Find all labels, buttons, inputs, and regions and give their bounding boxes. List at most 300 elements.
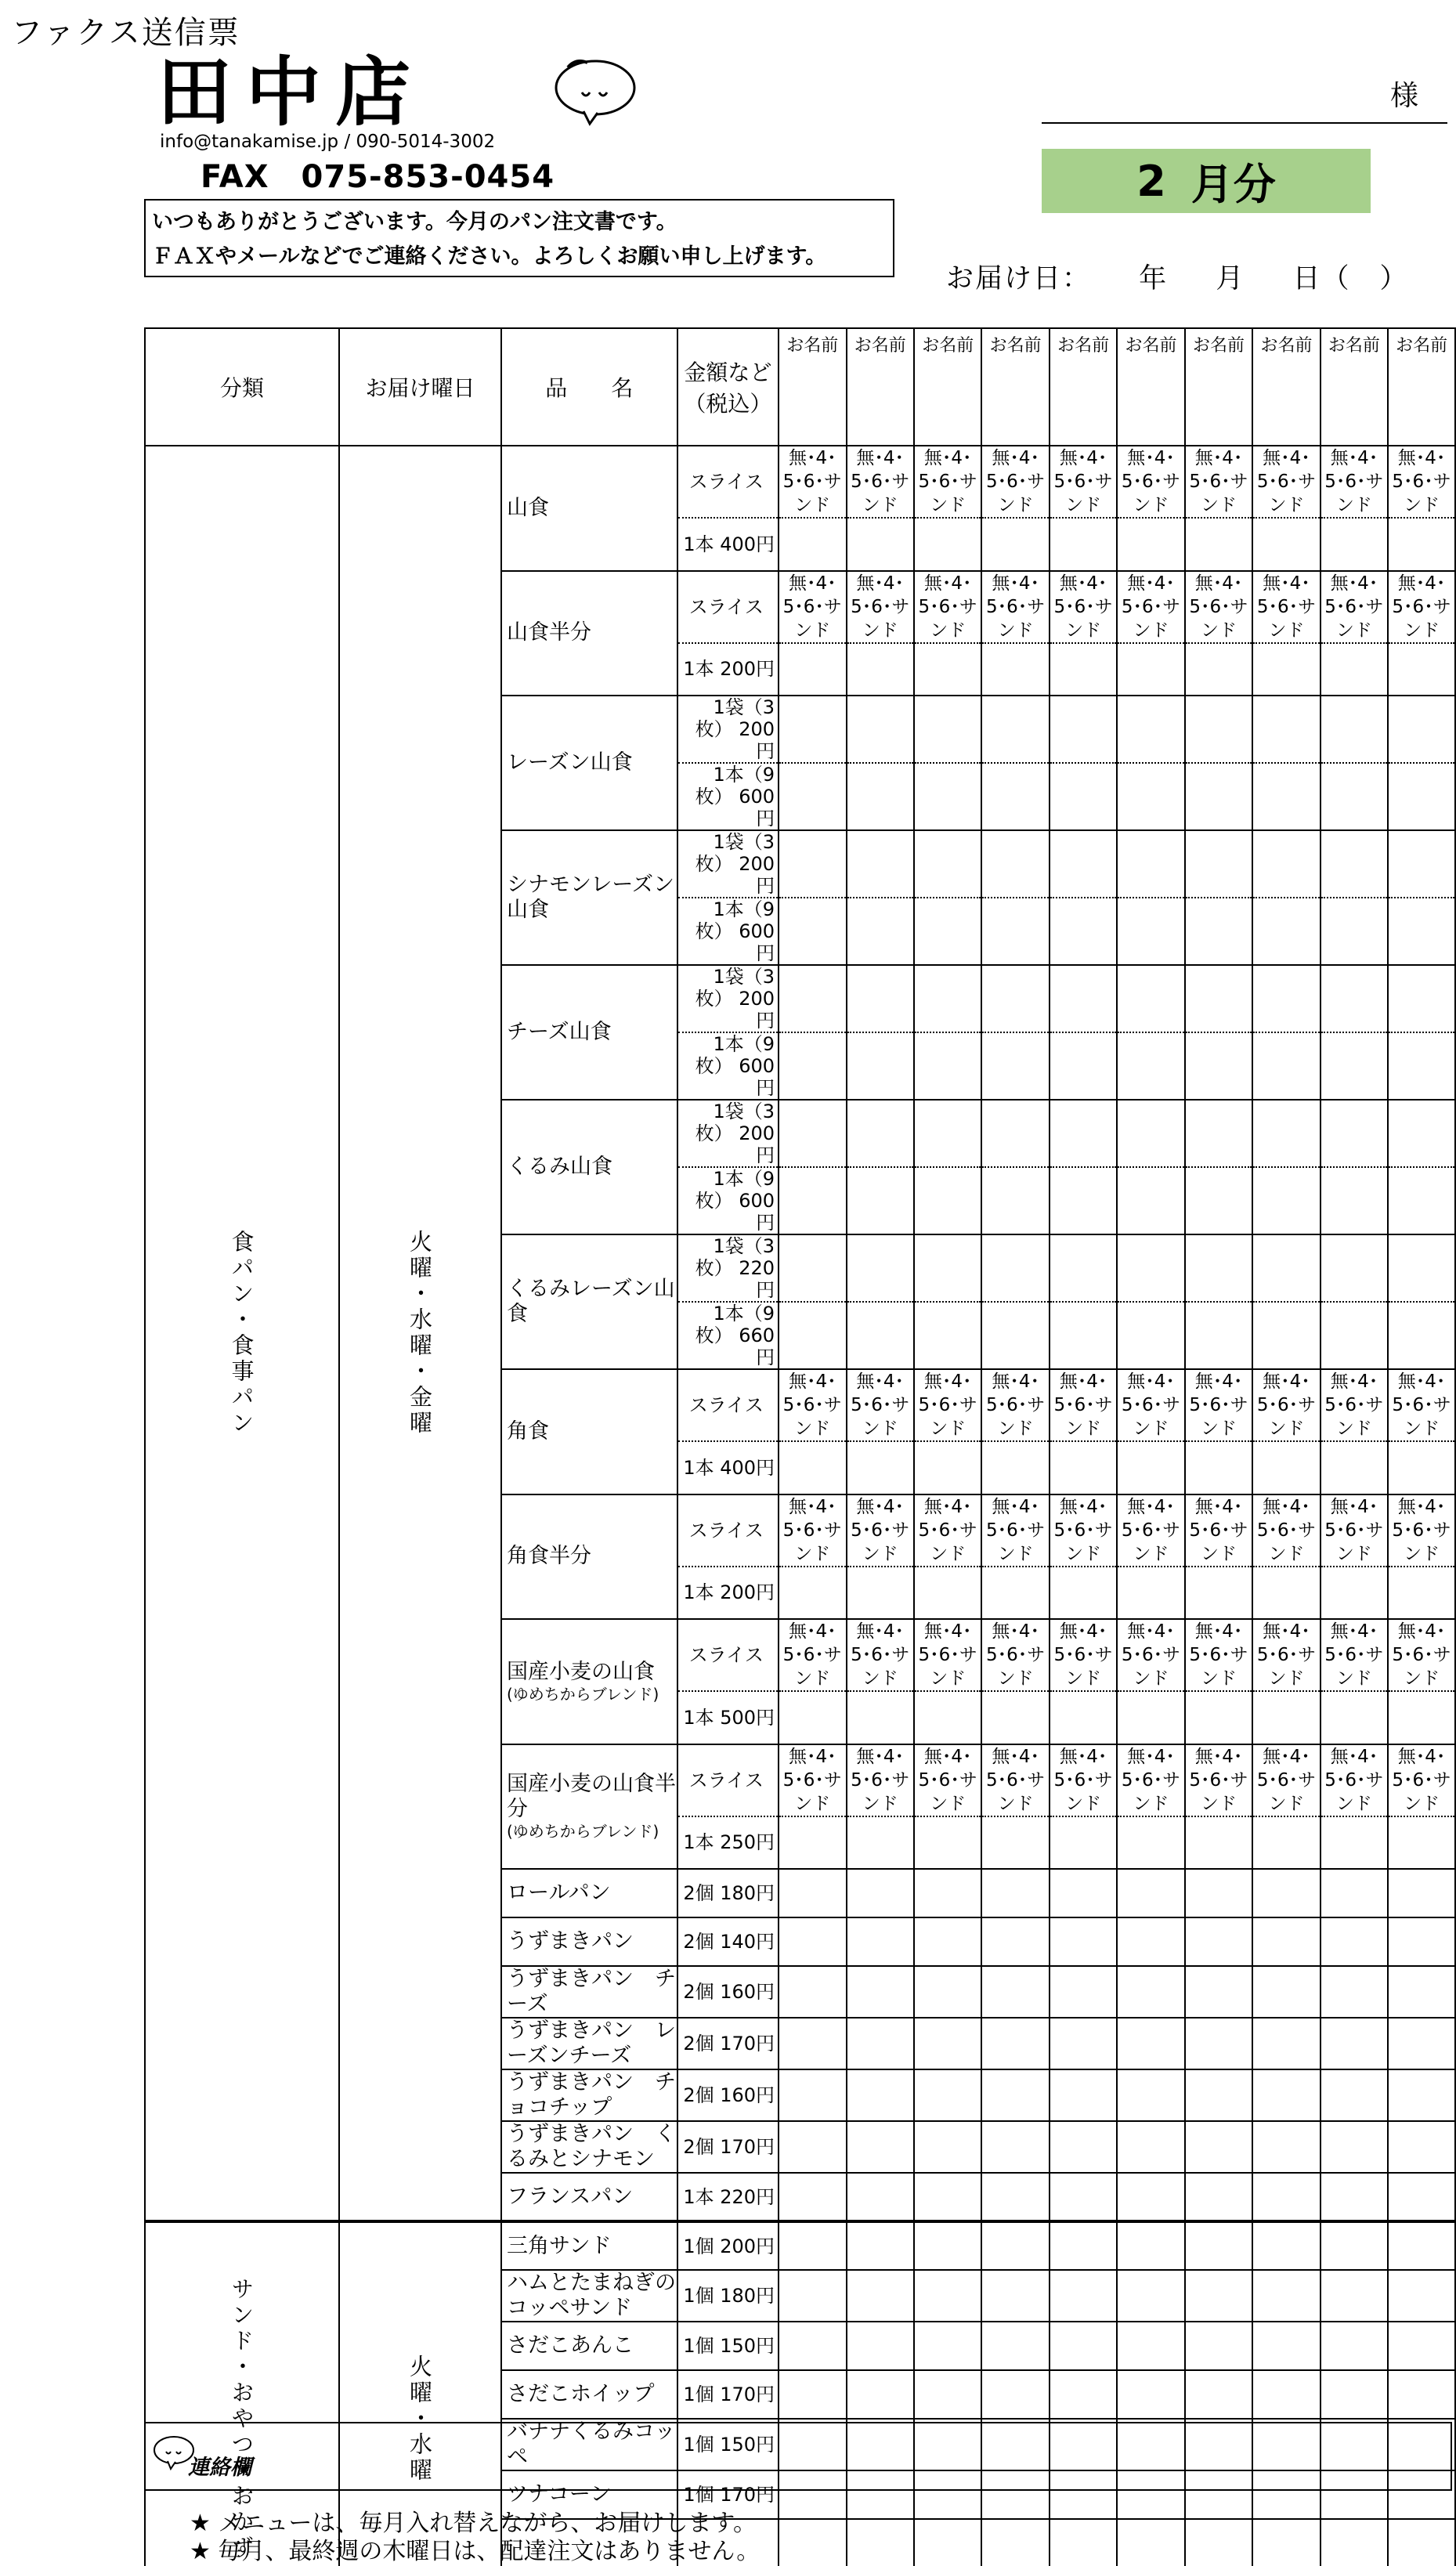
slice-option-cell[interactable]: 無･4･5･6･サンド (914, 1619, 981, 1691)
slice-option-cell[interactable]: 無･4･5･6･サンド (1117, 446, 1184, 518)
order-quantity-cell[interactable] (981, 1917, 1049, 1966)
order-quantity-cell[interactable] (847, 2121, 914, 2173)
order-quantity-cell[interactable] (914, 1234, 981, 1302)
order-quantity-cell[interactable] (1117, 1691, 1184, 1744)
order-quantity-cell[interactable] (1388, 763, 1455, 830)
order-quantity-cell[interactable] (1185, 1816, 1252, 1870)
order-quantity-cell[interactable] (1388, 1441, 1455, 1494)
order-quantity-cell[interactable] (1252, 763, 1320, 830)
order-quantity-cell[interactable] (1185, 763, 1252, 830)
order-quantity-cell[interactable] (1050, 2173, 1117, 2221)
slice-option-cell[interactable]: 無･4･5･6･サンド (1117, 1494, 1184, 1567)
order-quantity-cell[interactable] (914, 1441, 981, 1494)
order-quantity-cell[interactable] (1117, 2173, 1184, 2221)
order-quantity-cell[interactable] (847, 1869, 914, 1917)
order-quantity-cell[interactable] (1321, 1869, 1388, 1917)
order-quantity-cell[interactable] (914, 518, 981, 571)
order-quantity-cell[interactable] (1117, 1234, 1184, 1302)
order-quantity-cell[interactable] (914, 1167, 981, 1234)
order-quantity-cell[interactable] (981, 2018, 1049, 2069)
slice-option-cell[interactable]: 無･4･5･6･サンド (914, 446, 981, 518)
slice-option-cell[interactable]: 無･4･5･6･サンド (1252, 1619, 1320, 1691)
memo-box[interactable] (144, 2422, 1452, 2491)
order-quantity-cell[interactable] (1252, 2519, 1320, 2566)
order-quantity-cell[interactable] (1321, 2370, 1388, 2419)
slice-option-cell[interactable]: 無･4･5･6･サンド (1185, 571, 1252, 643)
order-quantity-cell[interactable] (847, 2018, 914, 2069)
order-quantity-cell[interactable] (847, 518, 914, 571)
order-quantity-cell[interactable] (914, 2018, 981, 2069)
order-quantity-cell[interactable] (779, 696, 846, 763)
order-quantity-cell[interactable] (1185, 1966, 1252, 2018)
order-quantity-cell[interactable] (981, 1100, 1049, 1167)
order-quantity-cell[interactable] (1050, 2221, 1117, 2270)
order-quantity-cell[interactable] (914, 2221, 981, 2270)
order-quantity-cell[interactable] (1050, 2270, 1117, 2322)
order-quantity-cell[interactable] (779, 1234, 846, 1302)
order-quantity-cell[interactable] (1185, 1167, 1252, 1234)
order-quantity-cell[interactable] (847, 2069, 914, 2121)
order-quantity-cell[interactable] (779, 2322, 846, 2370)
order-quantity-cell[interactable] (981, 1567, 1049, 1620)
order-quantity-cell[interactable] (1252, 830, 1320, 898)
order-quantity-cell[interactable] (1388, 1816, 1455, 1870)
order-quantity-cell[interactable] (981, 518, 1049, 571)
order-quantity-cell[interactable] (779, 2519, 846, 2566)
order-quantity-cell[interactable] (1321, 518, 1388, 571)
order-quantity-cell[interactable] (1321, 1302, 1388, 1369)
order-quantity-cell[interactable] (1117, 643, 1184, 696)
order-quantity-cell[interactable] (779, 2069, 846, 2121)
order-quantity-cell[interactable] (1050, 898, 1117, 965)
order-quantity-cell[interactable] (981, 1302, 1049, 1369)
order-quantity-cell[interactable] (914, 696, 981, 763)
order-quantity-cell[interactable] (1252, 898, 1320, 965)
order-quantity-cell[interactable] (1388, 2322, 1455, 2370)
order-quantity-cell[interactable] (1185, 2370, 1252, 2419)
order-quantity-cell[interactable] (981, 2173, 1049, 2221)
order-quantity-cell[interactable] (981, 2069, 1049, 2121)
order-quantity-cell[interactable] (1117, 2221, 1184, 2270)
order-quantity-cell[interactable] (847, 1917, 914, 1966)
order-quantity-cell[interactable] (1321, 763, 1388, 830)
order-quantity-cell[interactable] (1252, 2018, 1320, 2069)
order-quantity-cell[interactable] (1388, 1567, 1455, 1620)
order-quantity-cell[interactable] (1388, 2121, 1455, 2173)
order-quantity-cell[interactable] (847, 2221, 914, 2270)
customer-name-header[interactable]: お名前 (779, 328, 846, 446)
order-quantity-cell[interactable] (1321, 898, 1388, 965)
order-quantity-cell[interactable] (1185, 965, 1252, 1032)
order-quantity-cell[interactable] (1388, 1167, 1455, 1234)
order-quantity-cell[interactable] (1252, 1869, 1320, 1917)
order-quantity-cell[interactable] (847, 763, 914, 830)
order-quantity-cell[interactable] (1185, 1302, 1252, 1369)
slice-option-cell[interactable]: 無･4･5･6･サンド (1050, 1494, 1117, 1567)
order-quantity-cell[interactable] (1117, 2069, 1184, 2121)
slice-option-cell[interactable]: 無･4･5･6･サンド (1185, 1369, 1252, 1441)
order-quantity-cell[interactable] (914, 2370, 981, 2419)
order-quantity-cell[interactable] (1252, 1167, 1320, 1234)
order-quantity-cell[interactable] (1050, 2322, 1117, 2370)
order-quantity-cell[interactable] (1050, 1167, 1117, 1234)
order-quantity-cell[interactable] (779, 2370, 846, 2419)
order-quantity-cell[interactable] (1252, 1100, 1320, 1167)
slice-option-cell[interactable]: 無･4･5･6･サンド (1321, 1369, 1388, 1441)
order-quantity-cell[interactable] (1252, 1917, 1320, 1966)
order-quantity-cell[interactable] (1321, 1441, 1388, 1494)
slice-option-cell[interactable]: 無･4･5･6･サンド (1321, 1619, 1388, 1691)
order-quantity-cell[interactable] (1252, 2322, 1320, 2370)
order-quantity-cell[interactable] (1321, 643, 1388, 696)
order-quantity-cell[interactable] (779, 1816, 846, 1870)
order-quantity-cell[interactable] (1185, 696, 1252, 763)
slice-option-cell[interactable]: 無･4･5･6･サンド (981, 446, 1049, 518)
order-quantity-cell[interactable] (1050, 1302, 1117, 1369)
order-quantity-cell[interactable] (1388, 2370, 1455, 2419)
order-quantity-cell[interactable] (847, 643, 914, 696)
order-quantity-cell[interactable] (1185, 830, 1252, 898)
order-quantity-cell[interactable] (1321, 2018, 1388, 2069)
order-quantity-cell[interactable] (1252, 2069, 1320, 2121)
order-quantity-cell[interactable] (779, 1441, 846, 1494)
order-quantity-cell[interactable] (1185, 1567, 1252, 1620)
order-quantity-cell[interactable] (914, 2069, 981, 2121)
slice-option-cell[interactable]: 無･4･5･6･サンド (779, 1369, 846, 1441)
order-quantity-cell[interactable] (981, 1167, 1049, 1234)
order-quantity-cell[interactable] (779, 2121, 846, 2173)
order-quantity-cell[interactable] (914, 1567, 981, 1620)
order-quantity-cell[interactable] (1050, 1441, 1117, 1494)
order-quantity-cell[interactable] (1388, 1917, 1455, 1966)
order-quantity-cell[interactable] (981, 1441, 1049, 1494)
slice-option-cell[interactable]: 無･4･5･6･サンド (847, 571, 914, 643)
order-quantity-cell[interactable] (1050, 643, 1117, 696)
slice-option-cell[interactable]: 無･4･5･6･サンド (1252, 571, 1320, 643)
order-quantity-cell[interactable] (847, 1100, 914, 1167)
slice-option-cell[interactable]: 無･4･5･6･サンド (1321, 571, 1388, 643)
order-quantity-cell[interactable] (981, 2121, 1049, 2173)
order-quantity-cell[interactable] (779, 518, 846, 571)
order-quantity-cell[interactable] (1321, 696, 1388, 763)
order-quantity-cell[interactable] (1117, 2519, 1184, 2566)
order-quantity-cell[interactable] (779, 1966, 846, 2018)
order-quantity-cell[interactable] (847, 1966, 914, 2018)
order-quantity-cell[interactable] (1050, 518, 1117, 571)
order-quantity-cell[interactable] (981, 2370, 1049, 2419)
order-quantity-cell[interactable] (1050, 1691, 1117, 1744)
order-quantity-cell[interactable] (779, 2018, 846, 2069)
order-quantity-cell[interactable] (1252, 1567, 1320, 1620)
customer-name-header[interactable]: お名前 (981, 328, 1049, 446)
customer-name-header[interactable]: お名前 (1185, 328, 1252, 446)
slice-option-cell[interactable]: 無･4･5･6･サンド (1388, 1744, 1455, 1816)
order-quantity-cell[interactable] (847, 1691, 914, 1744)
order-quantity-cell[interactable] (847, 1032, 914, 1100)
order-quantity-cell[interactable] (1117, 1966, 1184, 2018)
order-quantity-cell[interactable] (1321, 1234, 1388, 1302)
order-quantity-cell[interactable] (1388, 518, 1455, 571)
order-quantity-cell[interactable] (1050, 1816, 1117, 1870)
order-quantity-cell[interactable] (1388, 1966, 1455, 2018)
order-quantity-cell[interactable] (1117, 2370, 1184, 2419)
slice-option-cell[interactable]: 無･4･5･6･サンド (1252, 1369, 1320, 1441)
order-quantity-cell[interactable] (1321, 2069, 1388, 2121)
order-quantity-cell[interactable] (1252, 2270, 1320, 2322)
order-quantity-cell[interactable] (1050, 2018, 1117, 2069)
order-quantity-cell[interactable] (1321, 1816, 1388, 1870)
order-quantity-cell[interactable] (1050, 1966, 1117, 2018)
order-quantity-cell[interactable] (1388, 965, 1455, 1032)
slice-option-cell[interactable]: 無･4･5･6･サンド (1321, 1494, 1388, 1567)
order-quantity-cell[interactable] (1117, 763, 1184, 830)
slice-option-cell[interactable]: 無･4･5･6･サンド (1050, 571, 1117, 643)
order-quantity-cell[interactable] (847, 2519, 914, 2566)
order-quantity-cell[interactable] (1321, 2322, 1388, 2370)
order-quantity-cell[interactable] (1388, 1691, 1455, 1744)
delivery-date[interactable] (946, 257, 1408, 296)
order-quantity-cell[interactable] (779, 2270, 846, 2322)
slice-option-cell[interactable]: 無･4･5･6･サンド (1252, 446, 1320, 518)
order-quantity-cell[interactable] (1117, 1917, 1184, 1966)
order-quantity-cell[interactable] (779, 1302, 846, 1369)
order-quantity-cell[interactable] (1388, 1302, 1455, 1369)
order-quantity-cell[interactable] (981, 965, 1049, 1032)
order-quantity-cell[interactable] (1185, 1869, 1252, 1917)
order-quantity-cell[interactable] (1321, 1966, 1388, 2018)
order-quantity-cell[interactable] (1388, 2221, 1455, 2270)
slice-option-cell[interactable]: 無･4･5･6･サンド (1321, 446, 1388, 518)
order-quantity-cell[interactable] (1185, 1234, 1252, 1302)
slice-option-cell[interactable]: 無･4･5･6･サンド (1117, 1744, 1184, 1816)
order-quantity-cell[interactable] (1050, 763, 1117, 830)
order-quantity-cell[interactable] (914, 1100, 981, 1167)
order-quantity-cell[interactable] (779, 2221, 846, 2270)
slice-option-cell[interactable]: 無･4･5･6･サンド (847, 446, 914, 518)
order-quantity-cell[interactable] (914, 1032, 981, 1100)
order-quantity-cell[interactable] (1117, 1816, 1184, 1870)
order-quantity-cell[interactable] (1185, 518, 1252, 571)
slice-option-cell[interactable]: 無･4･5･6･サンド (914, 1494, 981, 1567)
order-quantity-cell[interactable] (779, 643, 846, 696)
order-quantity-cell[interactable] (914, 965, 981, 1032)
order-quantity-cell[interactable] (779, 1032, 846, 1100)
order-quantity-cell[interactable] (1050, 1917, 1117, 1966)
order-quantity-cell[interactable] (1050, 2370, 1117, 2419)
order-quantity-cell[interactable] (1185, 898, 1252, 965)
order-quantity-cell[interactable] (1050, 2519, 1117, 2566)
order-quantity-cell[interactable] (1117, 2018, 1184, 2069)
order-quantity-cell[interactable] (1321, 2173, 1388, 2221)
order-quantity-cell[interactable] (1252, 1691, 1320, 1744)
slice-option-cell[interactable]: 無･4･5･6･サンド (1050, 1619, 1117, 1691)
order-quantity-cell[interactable] (914, 1869, 981, 1917)
order-quantity-cell[interactable] (1252, 1441, 1320, 1494)
order-quantity-cell[interactable] (1185, 1441, 1252, 1494)
order-quantity-cell[interactable] (1321, 1691, 1388, 1744)
order-quantity-cell[interactable] (1185, 2221, 1252, 2270)
order-quantity-cell[interactable] (1050, 965, 1117, 1032)
order-quantity-cell[interactable] (914, 898, 981, 965)
order-quantity-cell[interactable] (1388, 1032, 1455, 1100)
order-quantity-cell[interactable] (779, 1691, 846, 1744)
customer-name-header[interactable]: お名前 (914, 328, 981, 446)
order-quantity-cell[interactable] (1388, 2519, 1455, 2566)
order-quantity-cell[interactable] (1050, 830, 1117, 898)
order-quantity-cell[interactable] (1050, 1032, 1117, 1100)
order-quantity-cell[interactable] (1252, 1816, 1320, 1870)
order-quantity-cell[interactable] (847, 1816, 914, 1870)
slice-option-cell[interactable]: 無･4･5･6･サンド (981, 1369, 1049, 1441)
slice-option-cell[interactable]: 無･4･5･6･サンド (1117, 1369, 1184, 1441)
order-quantity-cell[interactable] (1321, 1567, 1388, 1620)
order-quantity-cell[interactable] (779, 965, 846, 1032)
slice-option-cell[interactable]: 無･4･5･6･サンド (1388, 1369, 1455, 1441)
order-quantity-cell[interactable] (1252, 2173, 1320, 2221)
order-quantity-cell[interactable] (981, 2221, 1049, 2270)
order-quantity-cell[interactable] (914, 1816, 981, 1870)
order-quantity-cell[interactable] (1185, 1691, 1252, 1744)
order-quantity-cell[interactable] (1388, 1100, 1455, 1167)
order-quantity-cell[interactable] (1388, 1869, 1455, 1917)
order-quantity-cell[interactable] (981, 1816, 1049, 1870)
order-quantity-cell[interactable] (1050, 1869, 1117, 1917)
order-quantity-cell[interactable] (1050, 1100, 1117, 1167)
order-quantity-cell[interactable] (847, 2270, 914, 2322)
order-quantity-cell[interactable] (981, 898, 1049, 965)
order-quantity-cell[interactable] (847, 898, 914, 965)
order-quantity-cell[interactable] (1252, 696, 1320, 763)
slice-option-cell[interactable]: 無･4･5･6･サンド (1050, 1744, 1117, 1816)
slice-option-cell[interactable]: 無･4･5･6･サンド (1252, 1494, 1320, 1567)
order-quantity-cell[interactable] (914, 2121, 981, 2173)
slice-option-cell[interactable]: 無･4･5･6･サンド (847, 1619, 914, 1691)
slice-option-cell[interactable]: 無･4･5･6･サンド (981, 1744, 1049, 1816)
order-quantity-cell[interactable] (1321, 1100, 1388, 1167)
order-quantity-cell[interactable] (1321, 2519, 1388, 2566)
order-quantity-cell[interactable] (1321, 2121, 1388, 2173)
order-quantity-cell[interactable] (1117, 1032, 1184, 1100)
slice-option-cell[interactable]: 無･4･5･6･サンド (1185, 1494, 1252, 1567)
order-quantity-cell[interactable] (1321, 2221, 1388, 2270)
order-quantity-cell[interactable] (1185, 2322, 1252, 2370)
order-quantity-cell[interactable] (1388, 643, 1455, 696)
slice-option-cell[interactable]: 無･4･5･6･サンド (1185, 446, 1252, 518)
order-quantity-cell[interactable] (1117, 1869, 1184, 1917)
order-quantity-cell[interactable] (1388, 830, 1455, 898)
order-quantity-cell[interactable] (1117, 830, 1184, 898)
order-quantity-cell[interactable] (1252, 1032, 1320, 1100)
order-quantity-cell[interactable] (1321, 1167, 1388, 1234)
slice-option-cell[interactable]: 無･4･5･6･サンド (1388, 571, 1455, 643)
order-quantity-cell[interactable] (914, 763, 981, 830)
customer-name-header[interactable]: お名前 (1252, 328, 1320, 446)
order-quantity-cell[interactable] (1050, 2069, 1117, 2121)
order-quantity-cell[interactable] (1388, 898, 1455, 965)
order-quantity-cell[interactable] (1050, 1234, 1117, 1302)
slice-option-cell[interactable]: 無･4･5･6･サンド (914, 571, 981, 643)
order-quantity-cell[interactable] (1252, 2370, 1320, 2419)
order-quantity-cell[interactable] (1252, 1234, 1320, 1302)
slice-option-cell[interactable]: 無･4･5･6･サンド (1050, 1369, 1117, 1441)
order-quantity-cell[interactable] (914, 2322, 981, 2370)
slice-option-cell[interactable]: 無･4･5･6･サンド (1388, 1494, 1455, 1567)
order-quantity-cell[interactable] (847, 965, 914, 1032)
order-quantity-cell[interactable] (847, 830, 914, 898)
slice-option-cell[interactable]: 無･4･5･6･サンド (1388, 1619, 1455, 1691)
order-quantity-cell[interactable] (847, 1441, 914, 1494)
order-quantity-cell[interactable] (1252, 1302, 1320, 1369)
slice-option-cell[interactable]: 無･4･5･6･サンド (1185, 1744, 1252, 1816)
order-quantity-cell[interactable] (847, 2173, 914, 2221)
slice-option-cell[interactable]: 無･4･5･6･サンド (847, 1744, 914, 1816)
order-quantity-cell[interactable] (847, 696, 914, 763)
order-quantity-cell[interactable] (779, 1917, 846, 1966)
slice-option-cell[interactable]: 無･4･5･6･サンド (779, 1494, 846, 1567)
order-quantity-cell[interactable] (1117, 1302, 1184, 1369)
order-quantity-cell[interactable] (847, 1302, 914, 1369)
order-quantity-cell[interactable] (1185, 2173, 1252, 2221)
order-quantity-cell[interactable] (1185, 2519, 1252, 2566)
order-quantity-cell[interactable] (981, 1234, 1049, 1302)
order-quantity-cell[interactable] (981, 1869, 1049, 1917)
order-quantity-cell[interactable] (1185, 2018, 1252, 2069)
order-quantity-cell[interactable] (1185, 2069, 1252, 2121)
order-quantity-cell[interactable] (779, 830, 846, 898)
slice-option-cell[interactable]: 無･4･5･6･サンド (981, 1494, 1049, 1567)
order-quantity-cell[interactable] (779, 1100, 846, 1167)
slice-option-cell[interactable]: 無･4･5･6･サンド (1117, 571, 1184, 643)
slice-option-cell[interactable]: 無･4･5･6･サンド (779, 446, 846, 518)
order-quantity-cell[interactable] (847, 1234, 914, 1302)
order-quantity-cell[interactable] (1388, 2173, 1455, 2221)
order-quantity-cell[interactable] (1388, 1234, 1455, 1302)
order-quantity-cell[interactable] (1388, 2018, 1455, 2069)
slice-option-cell[interactable]: 無･4･5･6･サンド (779, 1744, 846, 1816)
order-quantity-cell[interactable] (779, 763, 846, 830)
slice-option-cell[interactable]: 無･4･5･6･サンド (847, 1494, 914, 1567)
order-quantity-cell[interactable] (779, 1567, 846, 1620)
order-quantity-cell[interactable] (1252, 518, 1320, 571)
customer-name-header[interactable]: お名前 (847, 328, 914, 446)
order-quantity-cell[interactable] (981, 1032, 1049, 1100)
customer-name-header[interactable]: お名前 (1321, 328, 1388, 446)
order-quantity-cell[interactable] (981, 1691, 1049, 1744)
order-quantity-cell[interactable] (1185, 2121, 1252, 2173)
order-quantity-cell[interactable] (1185, 1032, 1252, 1100)
slice-option-cell[interactable]: 無･4･5･6･サンド (1117, 1619, 1184, 1691)
order-quantity-cell[interactable] (981, 696, 1049, 763)
order-quantity-cell[interactable] (1252, 2221, 1320, 2270)
slice-option-cell[interactable]: 無･4･5･6･サンド (779, 1619, 846, 1691)
order-quantity-cell[interactable] (1321, 1032, 1388, 1100)
order-quantity-cell[interactable] (1321, 830, 1388, 898)
order-quantity-cell[interactable] (914, 1691, 981, 1744)
order-quantity-cell[interactable] (1185, 2270, 1252, 2322)
order-quantity-cell[interactable] (914, 1302, 981, 1369)
order-quantity-cell[interactable] (914, 830, 981, 898)
order-quantity-cell[interactable] (1117, 696, 1184, 763)
slice-option-cell[interactable]: 無･4･5･6･サンド (981, 1619, 1049, 1691)
order-quantity-cell[interactable] (779, 2173, 846, 2221)
order-quantity-cell[interactable] (847, 2322, 914, 2370)
order-quantity-cell[interactable] (1117, 2322, 1184, 2370)
order-quantity-cell[interactable] (1117, 518, 1184, 571)
order-quantity-cell[interactable] (1117, 1167, 1184, 1234)
slice-option-cell[interactable]: 無･4･5･6･サンド (779, 571, 846, 643)
order-quantity-cell[interactable] (1388, 2069, 1455, 2121)
recipient-name-field[interactable] (1042, 122, 1447, 124)
